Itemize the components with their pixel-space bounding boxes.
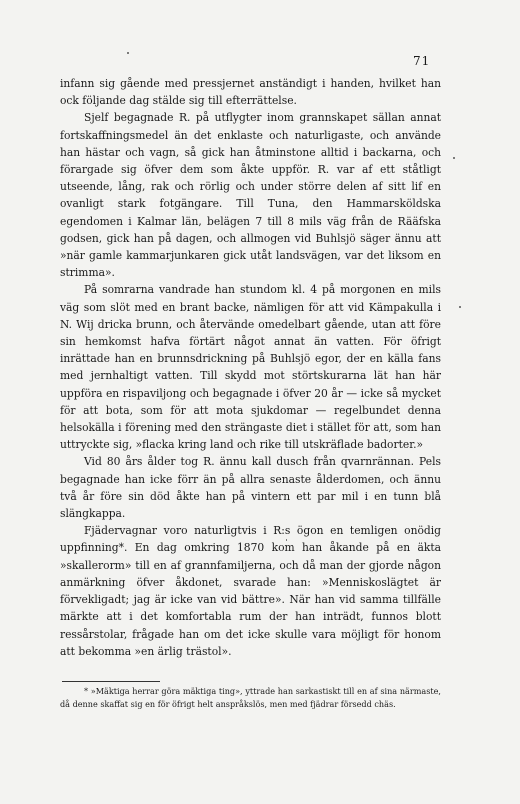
print-speck [453, 157, 455, 159]
body-text [60, 75, 441, 660]
footnote: * »Mäktiga herrar göra mäktiga ting», yttrade han sarkastiskt till en af sina närmaste, då denne skaffat sig en för öfrigt helt anspråkslös, men med fjädrar försedd chäs. [60, 686, 441, 709]
paragraph: Vid 80 års ålder tog R. ännu kall dusch från qvarnrännan. Pels begagnade han icke förr än på allra senaste ålderdomen, och ännu två år före sin död åkte han på vintern ett par mil i en tunn blå slängkappa. [60, 455, 441, 521]
footnote-divider [62, 681, 160, 682]
paragraph: Fjädervagnar voro naturligtvis i R:s ögon en temligen onödig uppfinning*. En dag omkring 1870 kom han åkande på en äkta »skallerorm» till en af grannfamiljerna, och då man der gjorde någon anmärkning öfver åkdonet, svarade han: »Menniskoslägtet är förvekligadt; jag är icke van vid bättre». När han vid samma tillfälle märkte att i det komfortabla rum der han inträdt, funnos blott ressårstolar, frågade han om det icke skulle vara möjligt för honom att bekomma »en ärlig trästol». [60, 524, 441, 658]
page-number: 71 [413, 54, 431, 68]
paragraph: Sjelf begagnade R. på utflygter inom grannskapet sällan annat fortskaffningsmedel än det enklaste och naturligaste, och använde han hästar och vagn, så gick han åtminstone alltid i backarna, och förargade sig öfver dem som åkte uppför. R. var af ett ståtligt utseende, lång, rak och rörlig och under större delen af sitt lif en ovanligt stark fotgängare. Till Tuna, den Hammarsköldska egendomen i Kalmar län, belägen 7 till 8 mils väg från de Rääfska godsen, gick han på dagen, och allmogen vid Buhlsjö säger ännu att »när gamle kammarjunkaren gick utåt landsvägen, var det liksom en strimma». [60, 111, 441, 280]
print-speck [127, 52, 129, 54]
print-speck [286, 539, 287, 541]
print-speck [459, 306, 461, 308]
paragraph: På somrarna vandrade han stundom kl. 4 på morgonen en mils väg som slöt med en brant backe, nämligen för att vid Kämpakulla i N. Wij dricka brunn, och återvände omedelbart gående, utan att före sin hemkomst hafva förtärt något annat än vatten. För öfrigt inrättade han en brunnsdrickning på Buhlsjö egor, der en källa fans med jernhaltigt vatten. Till skydd mot störtskurarna lät han här uppföra en rispaviljong och begagnade i öfver 20 år — icke så mycket för att bota, som för att mota sjukdomar — regelbundet denna helsokälla i förening med den strängaste diet i stället för att, som han uttryckte sig, »flacka kring land och rike till utskräflade badorter.» [60, 283, 441, 452]
paragraph: infann sig gående med pressjernet anständigt i handen, hvilket han ock följande dag stälde sig till efterrättelse. [60, 77, 441, 108]
